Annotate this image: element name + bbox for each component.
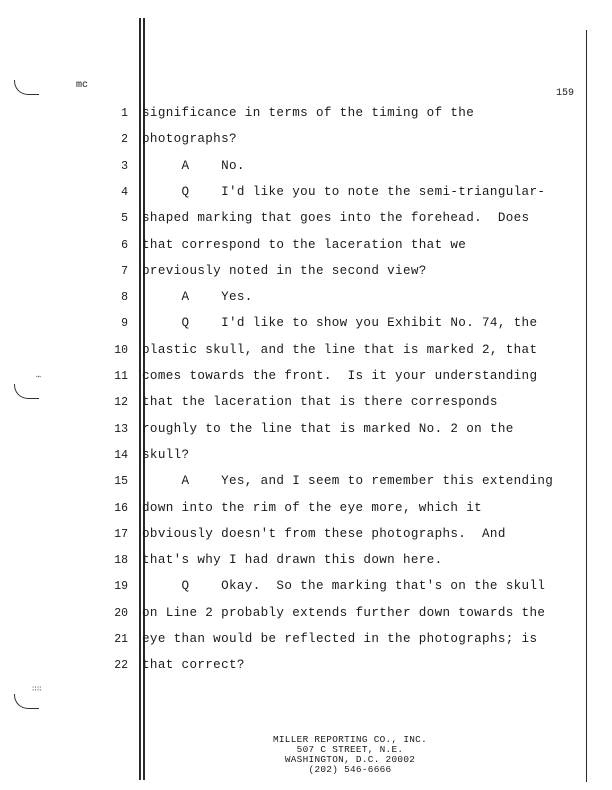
line-number: 13 (114, 422, 128, 436)
reporter-footer (220, 735, 480, 775)
transcript-line: that correspond to the laceration that we (142, 237, 467, 252)
scan-speck: ⋯ (36, 373, 41, 382)
line-number: 5 (121, 212, 128, 226)
transcript-line: comes towards the front. Is it your understanding (142, 369, 538, 383)
footer-phone: (202) 546-6666 (308, 764, 392, 775)
transcript-line: A No. (142, 158, 245, 173)
line-number: 1 (121, 107, 128, 120)
right-margin-rule (586, 30, 587, 782)
line-number: 20 (114, 606, 128, 620)
transcript-line: that correct? (142, 658, 245, 673)
line-number: 3 (121, 159, 128, 173)
transcript-line: down into the rim of the eye more, which it (142, 500, 483, 515)
transcript-line: A Yes. (142, 290, 253, 305)
binder-hole-mark (14, 694, 39, 709)
footer-street: 507 C STREET, N.E. (296, 744, 404, 755)
page-number: 159 (556, 88, 575, 99)
transcript-line: plastic skull, and the line that is marked 2, that (142, 342, 538, 357)
line-number: 11 (114, 370, 128, 383)
line-number: 4 (121, 185, 128, 199)
line-number: 9 (121, 317, 128, 331)
transcript-line: previously noted in the second view? (142, 263, 427, 278)
line-number: 18 (114, 554, 128, 568)
transcript-line: that the laceration that is there corresponds (142, 395, 498, 410)
transcript-line: Q Okay. So the marking that's on the skull (142, 579, 546, 594)
transcript-line: Q I'd like you to note the semi-triangular- (142, 184, 546, 199)
line-number: 14 (114, 448, 128, 462)
line-number: 2 (121, 133, 128, 147)
footer-company: MILLER REPORTING CO., INC. (272, 734, 428, 745)
transcript-line: Q I'd like to show you Exhibit No. 74, the (142, 316, 538, 331)
line-number: 7 (121, 264, 128, 278)
transcript-line: obviously doesn't from these photographs. And (142, 526, 506, 541)
line-number: 8 (121, 291, 128, 305)
transcript-line: significance in terms of the timing of the (142, 106, 475, 120)
transcript-line: skull? (142, 447, 190, 462)
transcript-line: roughly to the line that is marked No. 2 on the (142, 421, 514, 436)
transcript-line: that's why I had drawn this down here. (142, 553, 443, 568)
transcript-line: A Yes, and I seem to remember this extending (142, 474, 554, 489)
reporter-initials: mc (76, 80, 89, 91)
transcript-line: shaped marking that goes into the forehead. Does (142, 211, 530, 226)
line-number: 17 (114, 527, 128, 541)
line-number: 22 (114, 659, 128, 673)
binder-hole-mark (14, 384, 39, 399)
line-number: 12 (114, 396, 128, 410)
transcript-line: photographs? (142, 132, 237, 147)
footer-city: WASHINGTON, D.C. 20002 (284, 754, 416, 765)
scan-speck: ∷∷ (32, 685, 42, 694)
transcript-line: on Line 2 probably extends further down towards the (142, 605, 546, 620)
line-number: 19 (114, 580, 128, 594)
line-number: 10 (114, 343, 128, 357)
transcript-line: eye than would be reflected in the photographs; is (142, 632, 538, 646)
line-number: 21 (114, 633, 128, 646)
line-number: 6 (121, 238, 128, 252)
left-margin-rule (139, 18, 141, 780)
binder-hole-mark (14, 80, 39, 95)
line-number: 16 (114, 501, 128, 515)
line-number: 15 (114, 475, 128, 489)
